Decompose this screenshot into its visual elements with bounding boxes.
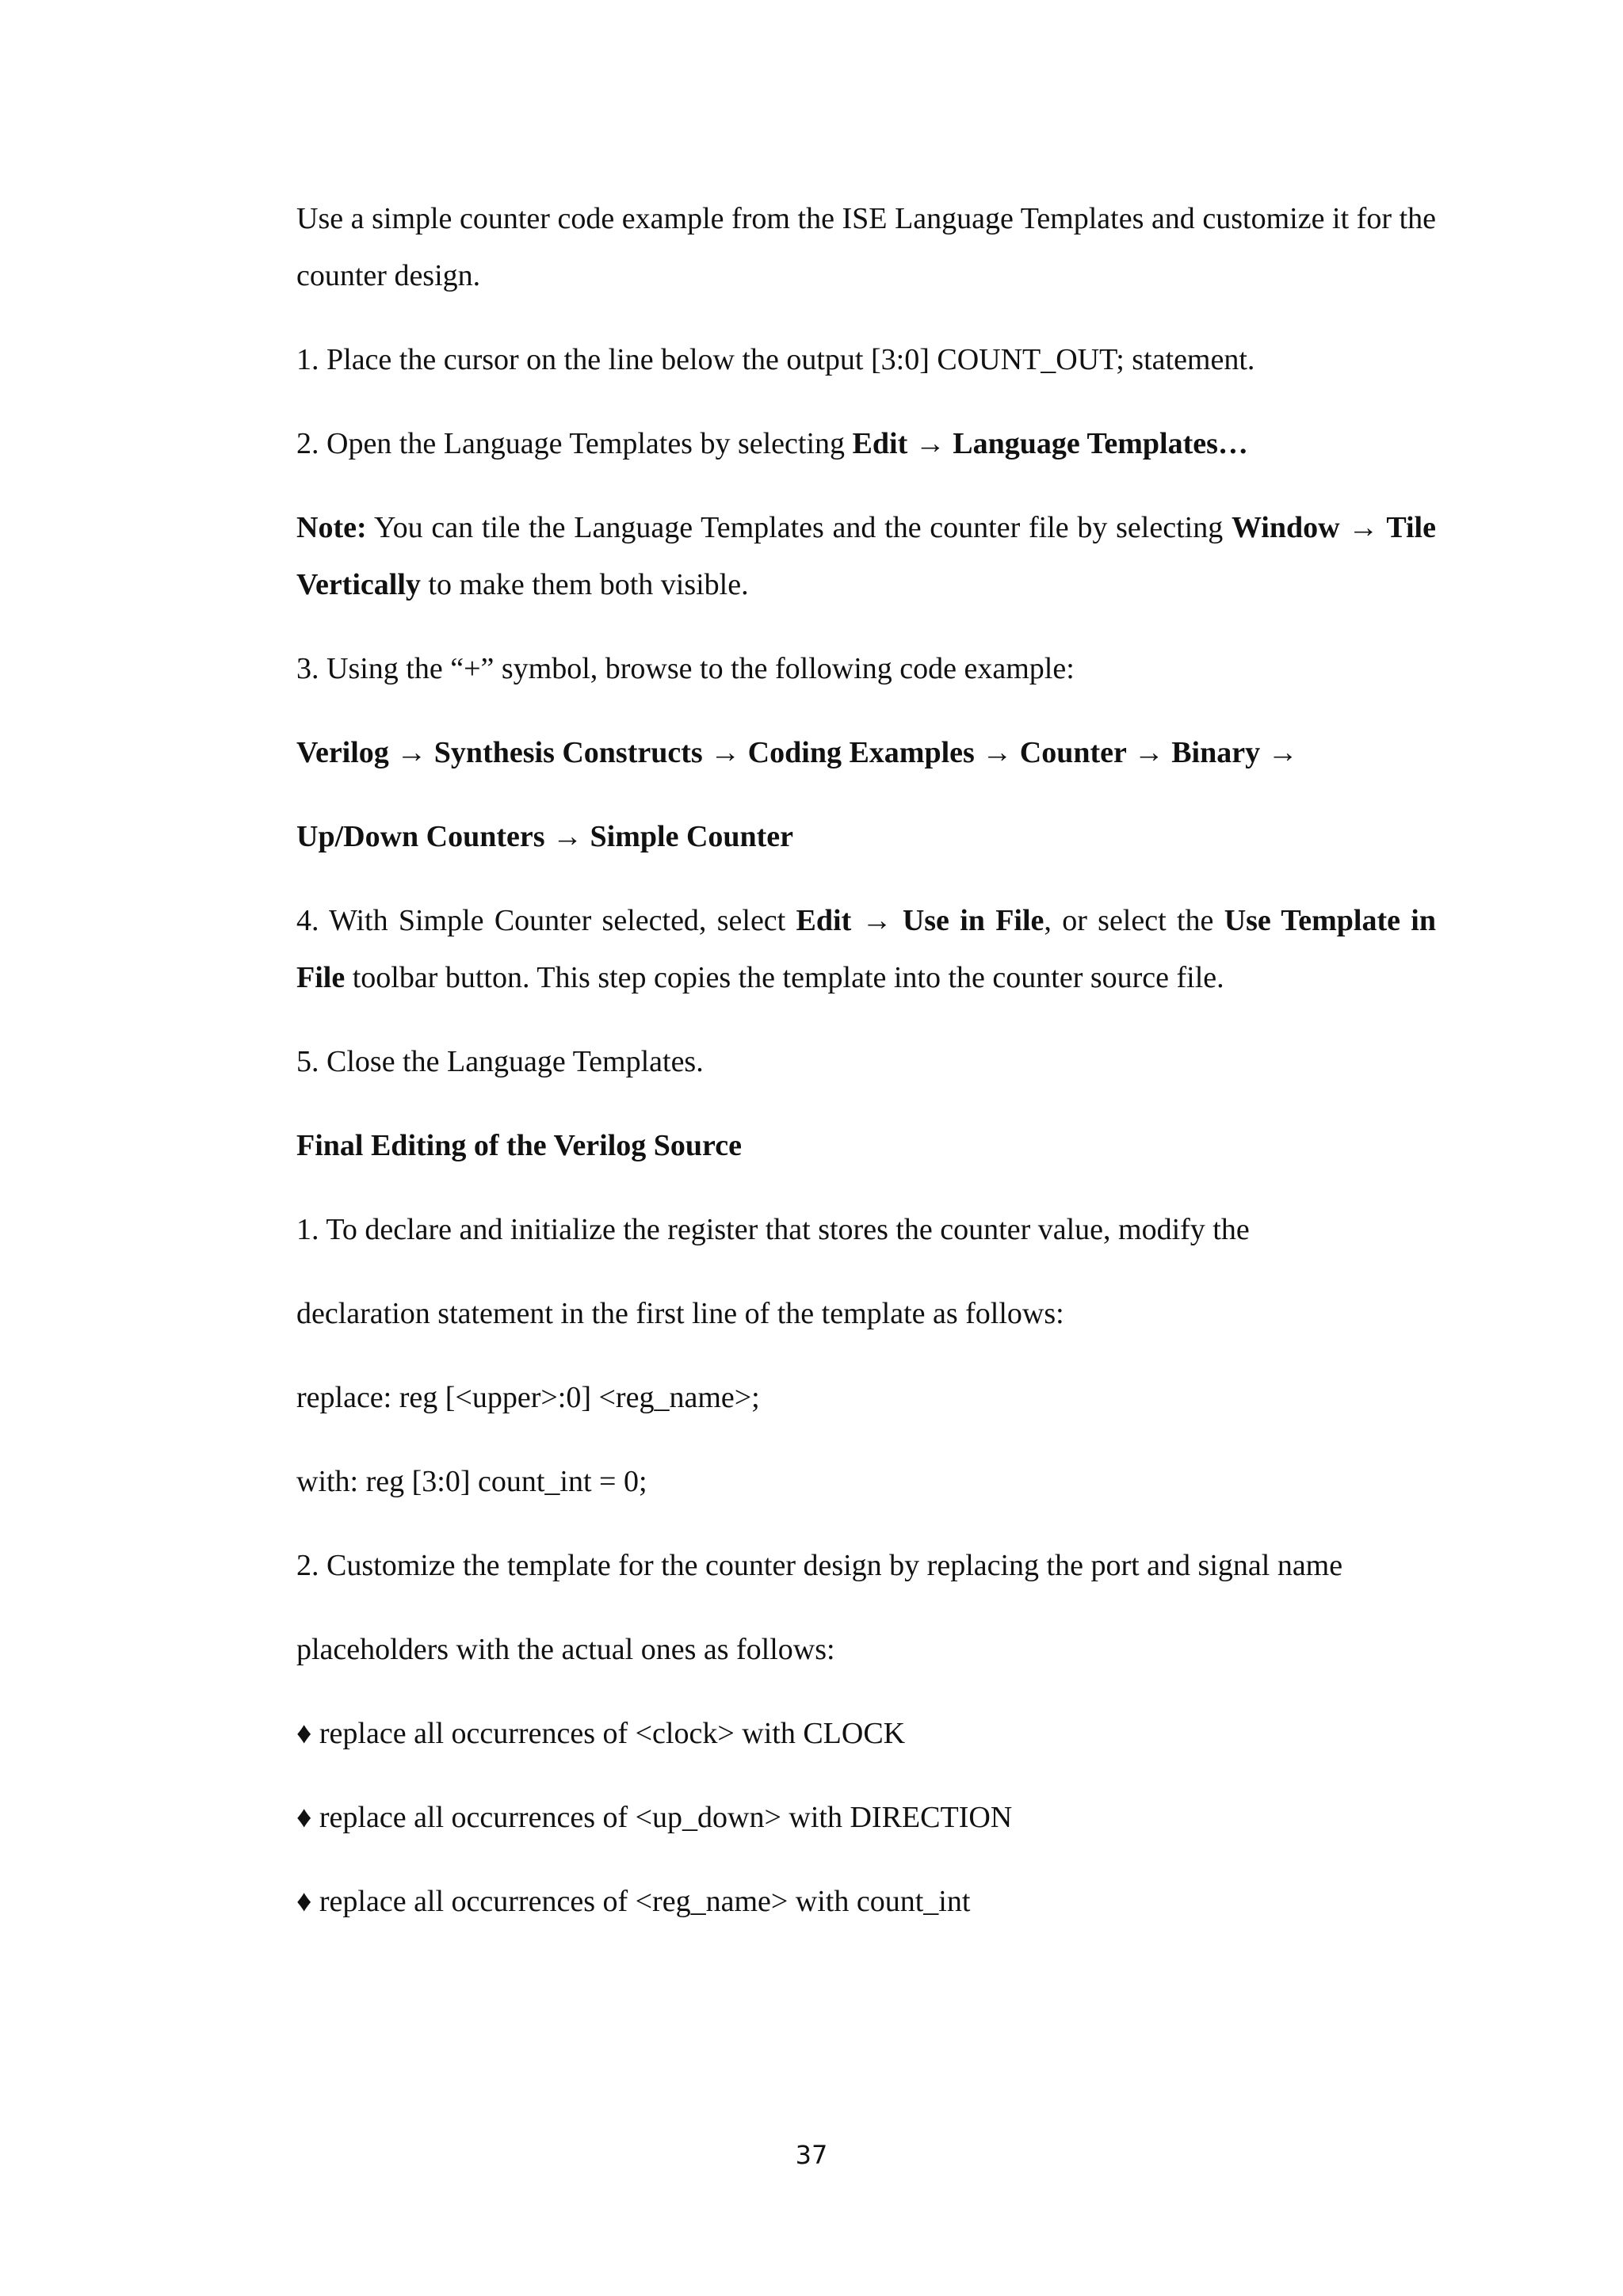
step-4-menu-path: Edit → Use in File	[796, 904, 1044, 937]
step-2-text: 2. Open the Language Templates by selecting	[296, 427, 853, 460]
intro-paragraph: Use a simple counter code example from the ISE Language Templates and customize it for the counter design.	[296, 202, 1436, 292]
template-path-line-2: Up/Down Counters → Simple Counter	[296, 820, 794, 853]
step-4-text-1: 4. With Simple Counter selected, select	[296, 904, 796, 937]
final-step-2-paragraph: 2. Customize the template for the counter design by replacing the port and signal name	[296, 1549, 1343, 1582]
section-heading: Final Editing of the Verilog Source	[296, 1129, 742, 1162]
bullet-item: ♦ replace all occurrences of <clock> with CLOCK	[296, 1717, 906, 1750]
step-3-paragraph: 3. Using the “+” symbol, browse to the following code example:	[296, 652, 1075, 685]
note-text-after: to make them both visible.	[420, 568, 749, 601]
step-1-paragraph: 1. Place the cursor on the line below the output [3:0] COUNT_OUT; statement.	[296, 343, 1255, 376]
with-statement: with: reg [3:0] count_int = 0;	[296, 1465, 647, 1498]
final-step-1-line-1: 1. To declare and initialize the register that stores the counter value, modify the	[296, 1213, 1250, 1246]
note-label: Note:	[296, 511, 367, 544]
bullet-item: ♦ replace all occurrences of <up_down> with DIRECTION	[296, 1801, 1013, 1834]
template-path-line-1: Verilog → Synthesis Constructs → Coding Examples → Counter → Binary →	[296, 736, 1298, 769]
page-number: 37	[795, 2140, 828, 2170]
note-text-before: You can tile the Language Templates and the counter file by selecting	[366, 511, 1232, 544]
step-4-text-2: , or select the	[1044, 904, 1224, 937]
final-step-1-line-2: declaration statement in the first line of the template as follows:	[296, 1297, 1064, 1330]
bullet-item: ♦ replace all occurrences of <reg_name> with count_int	[296, 1885, 971, 1918]
step-4-text-3: toolbar button. This step copies the template into the counter source file.	[345, 961, 1224, 994]
step-4-paragraph	[296, 892, 1436, 1006]
step-2-menu-path: Edit → Language Templates…	[852, 427, 1248, 460]
step-4-toolbar-button-name: Use Template in File	[296, 904, 1436, 994]
note-paragraph	[296, 499, 1436, 613]
step-5-paragraph: 5. Close the Language Templates.	[296, 1045, 704, 1078]
step-2-paragraph	[296, 415, 1436, 472]
document-body	[296, 190, 1436, 1957]
replace-statement: replace: reg [<upper>:0] <reg_name>;	[296, 1381, 760, 1414]
note-window-menu: Window → Tile Vertically	[296, 511, 1436, 601]
final-step-2-continuation: placeholders with the actual ones as follows:	[296, 1633, 835, 1666]
